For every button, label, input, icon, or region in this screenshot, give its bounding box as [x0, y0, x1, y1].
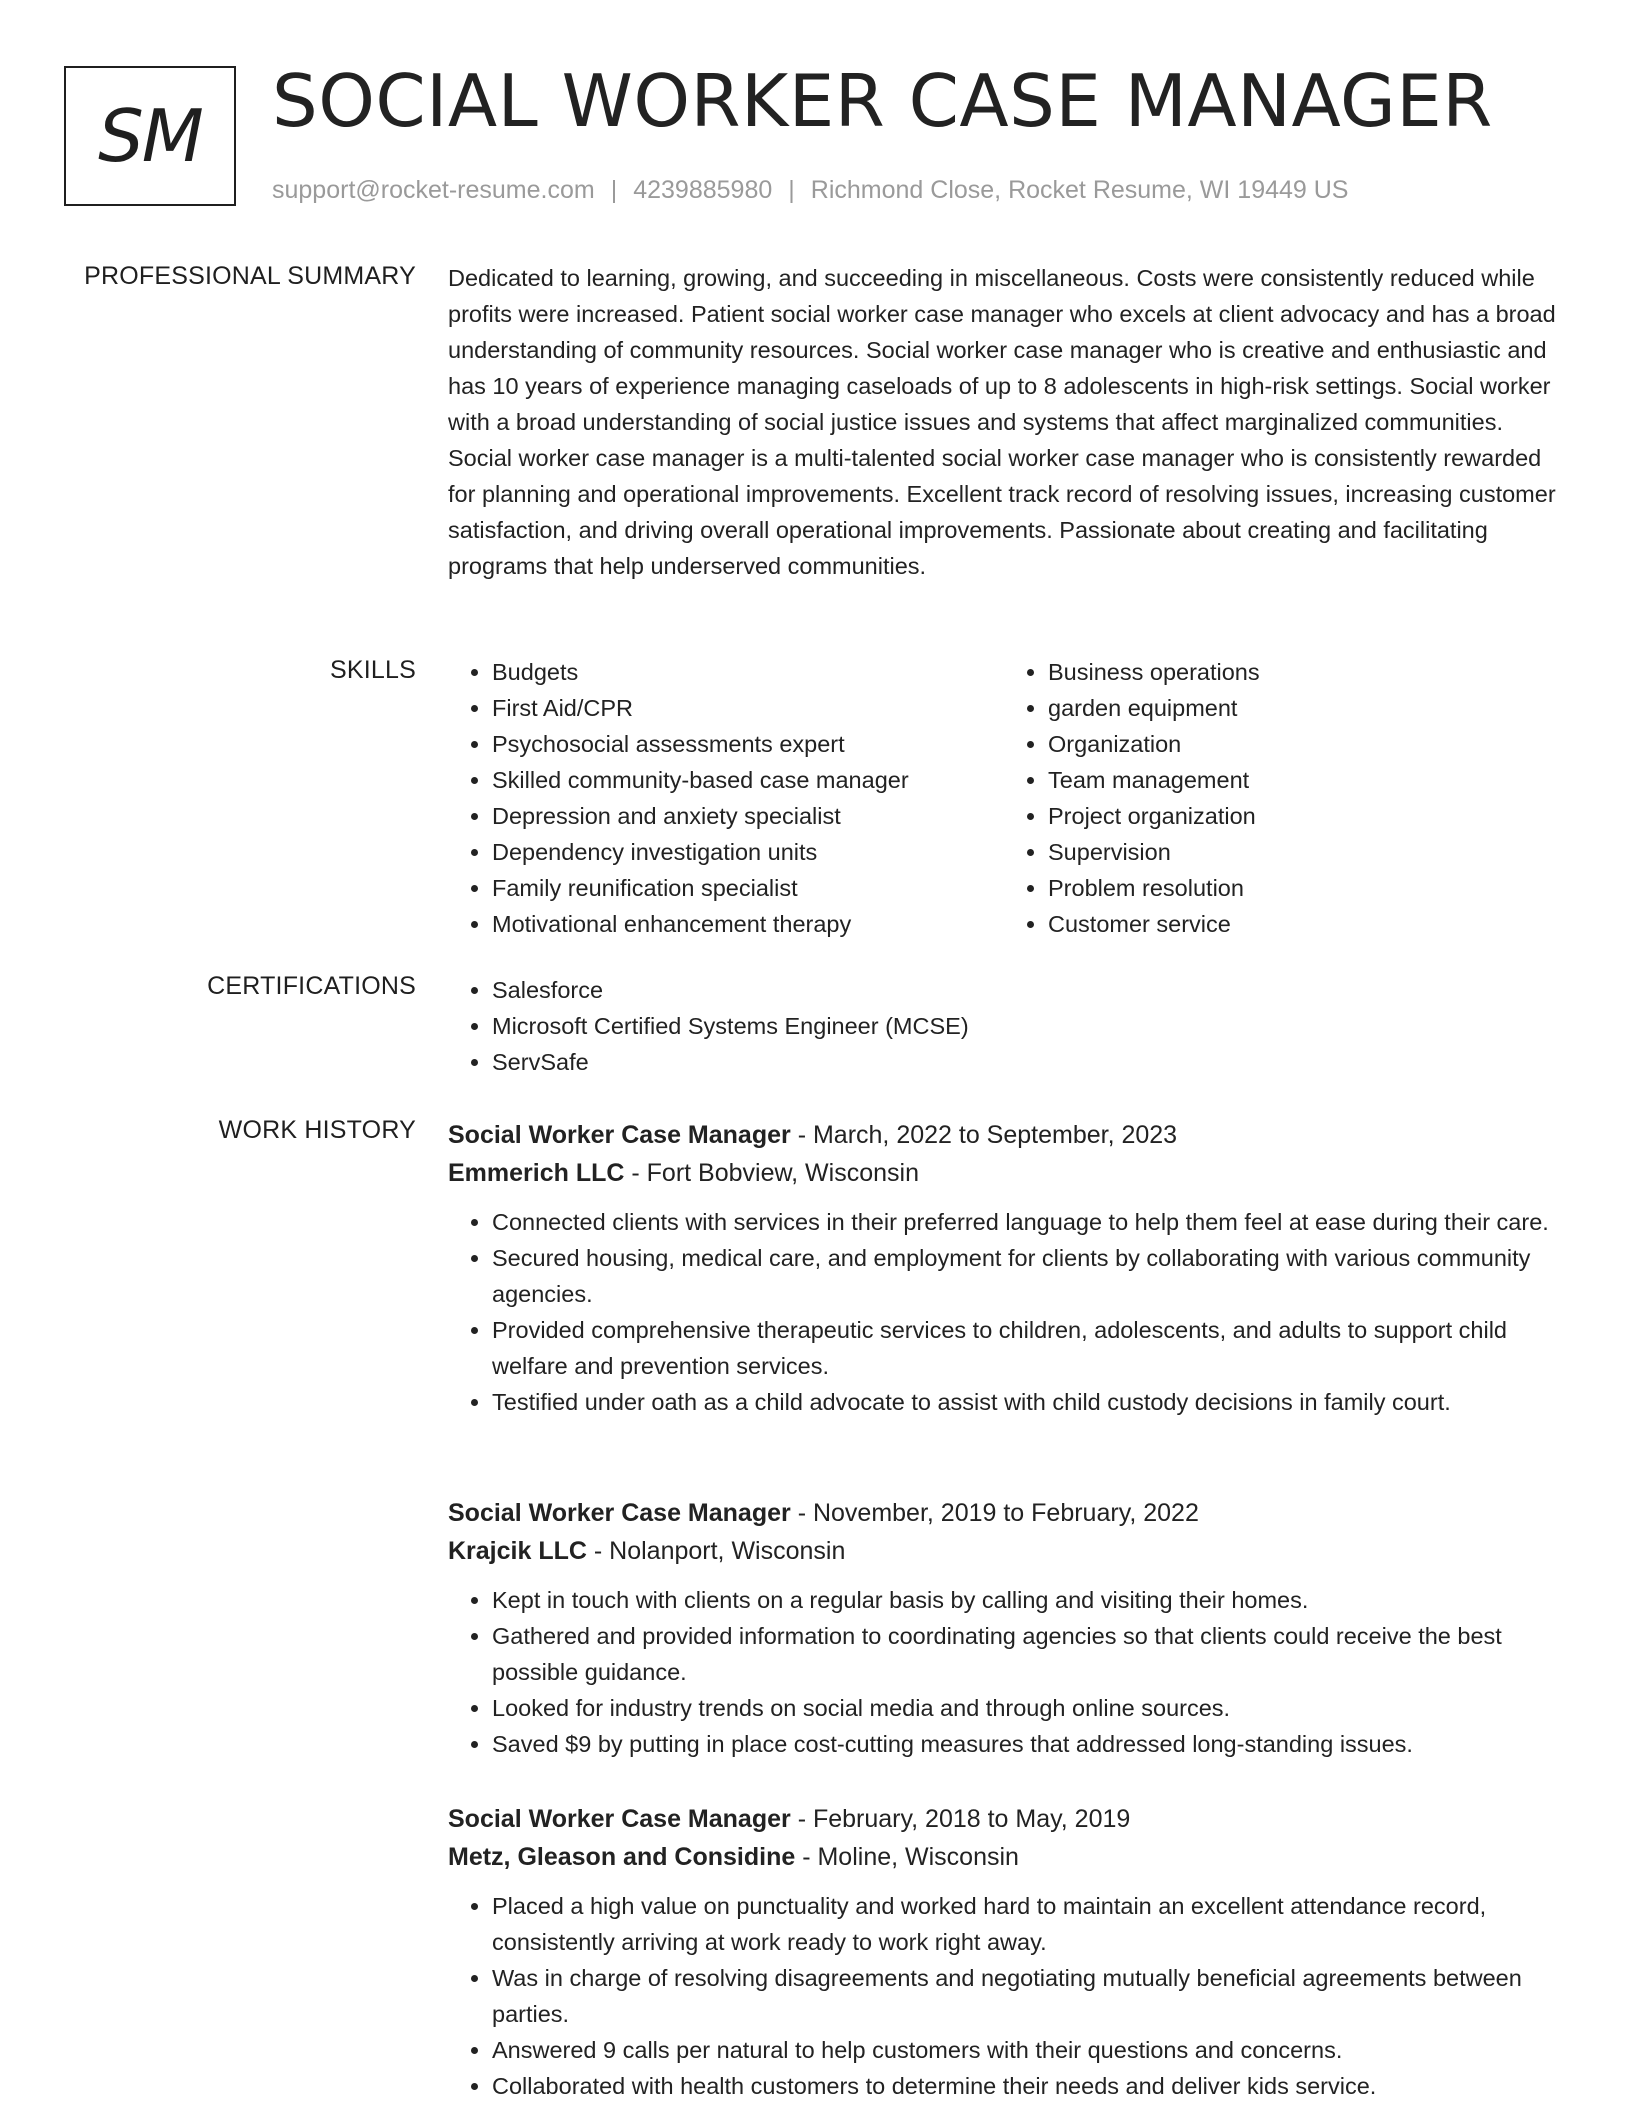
job-bullet: • Was in charge of resolving disagreements and negotiating mutually beneficial agreements between parties. [492, 1960, 1573, 2032]
job-bullet: • Testified under oath as a child advocate to assist with child custody decisions in family court. [492, 1384, 1573, 1420]
skill-item: • Project organization [1048, 798, 1598, 834]
resume-name: SOCIAL WORKER CASE MANAGER [272, 59, 1493, 143]
job-bullet: • Secured housing, medical care, and employment for clients by collaborating with various community agencies. [492, 1240, 1573, 1312]
section-label-skills: SKILLS [330, 656, 416, 684]
job-location: - Nolanport, Wisconsin [586, 1537, 846, 1565]
contact-address: Richmond Close, Rocket Resume, WI 19449 US [810, 176, 1349, 204]
skill-item: • Dependency investigation units [492, 834, 998, 870]
certification-item: • ServSafe [492, 1044, 1573, 1080]
job-bullet: • Looked for industry trends on social media and through online sources. [492, 1690, 1573, 1726]
section-label-work-history: WORK HISTORY [218, 1116, 416, 1144]
skill-item: • Organization [1048, 726, 1598, 762]
skill-item: • Psychosocial assessments expert [492, 726, 998, 762]
skills-column-1 [448, 654, 998, 942]
skills-list [448, 654, 1573, 942]
job-entry [448, 1800, 1573, 2104]
job-title-line [448, 1800, 1573, 1838]
skills-column-2 [1004, 654, 1598, 942]
job-bullet: • Collaborated with health customers to determine their needs and deliver kids service. [492, 2068, 1573, 2104]
job-location: - Fort Bobview, Wisconsin [624, 1159, 919, 1187]
summary-content [448, 260, 1573, 584]
job-location: - Moline, Wisconsin [795, 1843, 1019, 1871]
job-title: Social Worker Case Manager [448, 1121, 791, 1149]
job-company-line [448, 1838, 1573, 1876]
skill-item: • Problem resolution [1048, 870, 1598, 906]
job-bullet: • Answered 9 calls per natural to help customers with their questions and concerns. [492, 2032, 1573, 2068]
job-title: Social Worker Case Manager [448, 1805, 791, 1833]
skill-item: • Family reunification specialist [492, 870, 998, 906]
job-dates: - February, 2018 to May, 2019 [790, 1805, 1131, 1833]
certifications-list [448, 972, 1573, 1080]
job-company: Metz, Gleason and Considine [448, 1843, 796, 1871]
job-dates: - March, 2022 to September, 2023 [790, 1121, 1178, 1149]
skill-item: • Motivational enhancement therapy [492, 906, 998, 942]
section-label-certifications: CERTIFICATIONS [207, 972, 416, 1000]
job-bullet: • Gathered and provided information to coordinating agencies so that clients could receive the best possible guidance. [492, 1618, 1573, 1690]
skill-item: • Customer service [1048, 906, 1598, 942]
skill-item: • garden equipment [1048, 690, 1598, 726]
job-bullets [448, 1582, 1573, 1762]
contact-line [272, 176, 1349, 205]
skill-item: • Depression and anxiety specialist [492, 798, 998, 834]
contact-phone: 4239885980 [633, 176, 773, 204]
initials-monogram: SM [64, 66, 236, 206]
skill-item: • Team management [1048, 762, 1598, 798]
contact-separator: | [610, 176, 618, 204]
job-bullet: • Connected clients with services in their preferred language to help them feel at ease during their care. [492, 1204, 1573, 1240]
skill-item: • Budgets [492, 654, 998, 690]
job-title-line [448, 1494, 1573, 1532]
summary-text: Dedicated to learning, growing, and succeeding in miscellaneous. Costs were consistently reduced while profits were increased. Patient social worker case manager who excels at client advocacy and has a broad understanding of community resources. Social worker case manager who is creative and enthusiastic and has 10 years of experience managing caseloads of up to 8 adolescents in high-risk settings. Social worker with a broad understanding of social justice issues and systems that affect marginalized communities. Social worker case manager is a multi-talented social worker case manager who is consistently rewarded for planning and operational improvements. Excellent track record of resolving issues, increasing customer satisfaction, and driving overall operational improvements. Passionate about creating and facilitating programs that help underserved communities. [448, 265, 1556, 579]
certification-item: • Salesforce [492, 972, 1573, 1008]
skill-item: • Skilled community-based case manager [492, 762, 998, 798]
skill-item: • Supervision [1048, 834, 1598, 870]
job-entry [448, 1494, 1573, 1762]
skill-item: • First Aid/CPR [492, 690, 998, 726]
job-bullet: • Kept in touch with clients on a regular basis by calling and visiting their homes. [492, 1582, 1573, 1618]
job-bullets [448, 1204, 1573, 1420]
job-bullet: • Provided comprehensive therapeutic services to children, adolescents, and adults to support child welfare and prevention services. [492, 1312, 1573, 1384]
job-company: Emmerich LLC [448, 1159, 625, 1187]
job-title: Social Worker Case Manager [448, 1499, 791, 1527]
job-company-line [448, 1532, 1573, 1570]
job-entry [448, 1116, 1573, 1420]
section-label-summary: PROFESSIONAL SUMMARY [84, 262, 416, 290]
job-company: Krajcik LLC [448, 1537, 587, 1565]
job-company-line [448, 1154, 1573, 1192]
job-bullets [448, 1888, 1573, 2104]
job-bullet: • Saved $9 by putting in place cost-cutting measures that addressed long-standing issues. [492, 1726, 1573, 1762]
skill-item: • Business operations [1048, 654, 1598, 690]
contact-separator: | [788, 176, 795, 204]
certifications-content [448, 972, 1573, 1080]
job-dates: - November, 2019 to February, 2022 [790, 1499, 1199, 1527]
job-bullet: • Placed a high value on punctuality and worked hard to maintain an excellent attendance record, consistently arriving at work ready to work right away. [492, 1888, 1573, 1960]
contact-email: support@rocket-resume.com [272, 176, 595, 204]
job-title-line [448, 1116, 1573, 1154]
certification-item: • Microsoft Certified Systems Engineer (MCSE) [492, 1008, 1573, 1044]
